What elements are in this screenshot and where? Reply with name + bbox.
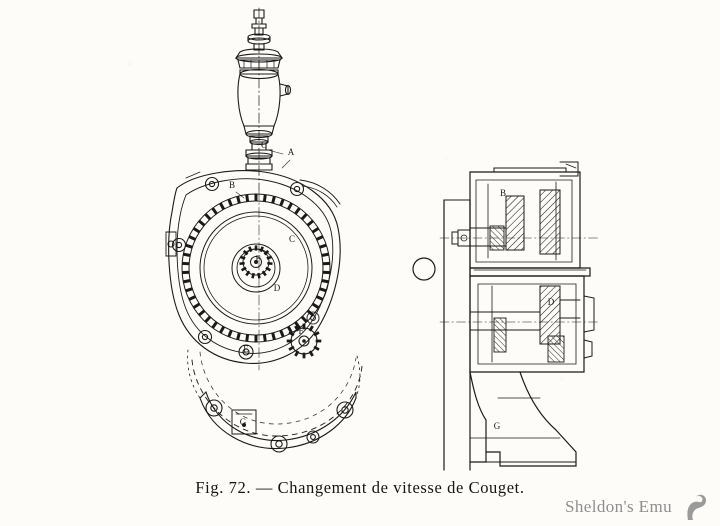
- callout-label-f: F: [255, 254, 261, 264]
- callout-label-br: B: [499, 188, 507, 198]
- central-drum: [200, 212, 312, 324]
- control-lever-arm: [300, 180, 340, 207]
- loose-roller: [413, 258, 435, 280]
- callout-label-b: B: [228, 180, 236, 190]
- figure-callout-labels: [229, 140, 555, 431]
- watermark-text: Sheldon's Emu: [565, 497, 672, 516]
- callout-label-dr: D: [547, 297, 555, 307]
- watermark: [565, 492, 712, 522]
- callout-label-d: D: [273, 283, 281, 293]
- callout-label-e: E: [243, 344, 249, 354]
- section-view-gearbox: [440, 162, 600, 470]
- callout-label-fg: F: [298, 326, 304, 336]
- callout-label-cc: C: [288, 234, 296, 244]
- emu-bird-icon: [678, 492, 712, 522]
- callout-label-c: C: [260, 140, 268, 150]
- callout-label-a: A: [287, 147, 295, 157]
- caption-text: Fig. 72. — Changement de vitesse de Couget.: [195, 478, 525, 497]
- callout-label-gr: G: [493, 421, 501, 431]
- callout-label-g: G: [239, 417, 247, 427]
- brake-band-assembly: [188, 350, 362, 452]
- front-view-gearbox: [166, 8, 435, 452]
